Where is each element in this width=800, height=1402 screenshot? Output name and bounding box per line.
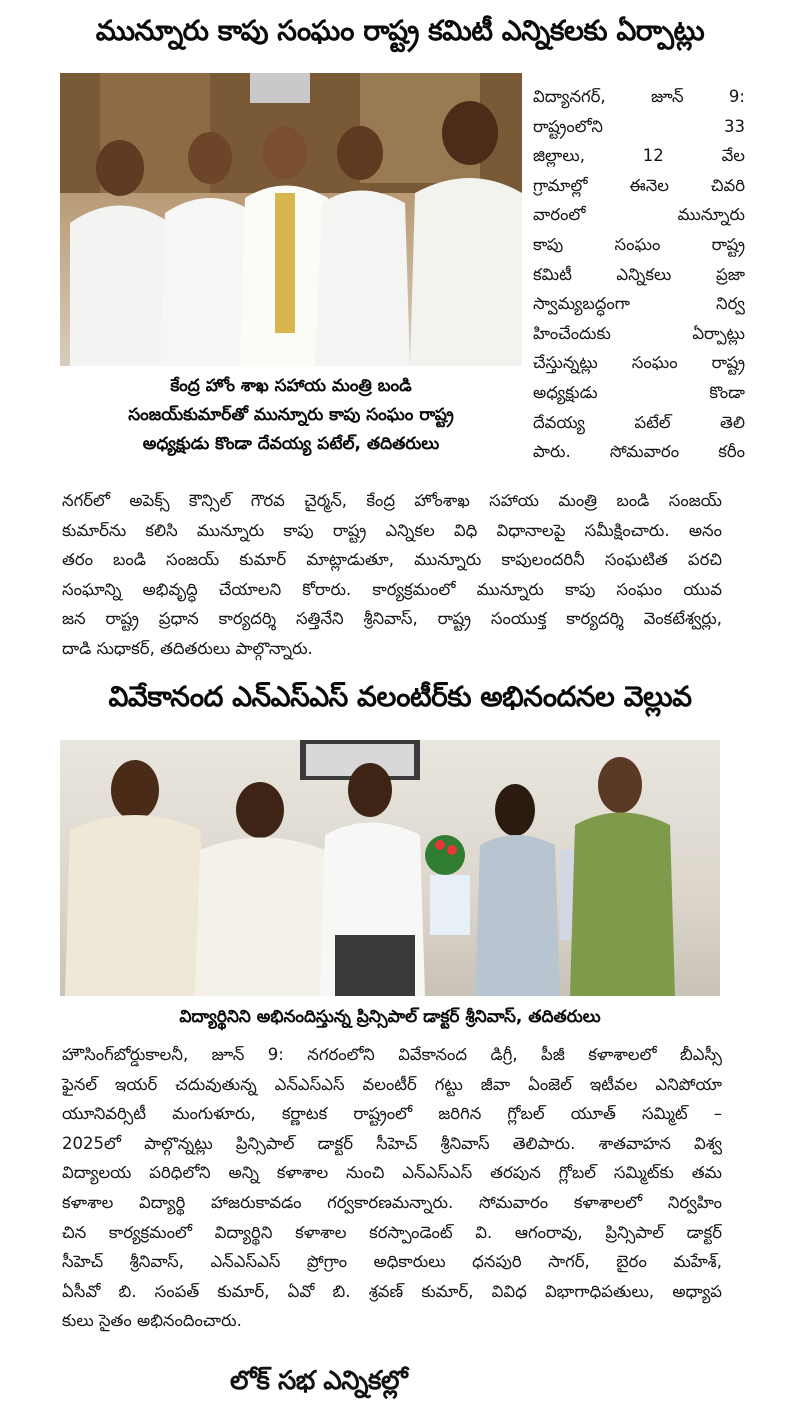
caption-line: కేంద్ర హోం శాఖ సహాయ మంత్రి బండి [170,376,412,396]
caption-line: సంజయ్‌కుమార్‌తో మున్నూరు కాపు సంఘం రాష్ట్ర [128,405,454,425]
text-line: కమిటీ ఎన్నికలు ప్రజా [533,264,745,284]
article2-photo [60,740,720,996]
text-line: దాడి సుధాకర్, తదితరులు పాల్గొన్నారు. [62,638,313,658]
text-line: సంఘాన్ని అభివృద్ధి చేయాలని కోరారు. కార్యక్రమంలో మున్నూరు కాపు సంఘం యువ [62,579,722,599]
article1-photo-caption [60,372,522,459]
text-line: కులు సైతం అభినందించారు. [62,1311,242,1331]
text-line: రాష్ట్రంలోని 33 [533,116,745,136]
text-line: తరం బండి సంజయ్ కుమార్ మాట్లాడుతూ, మున్నూరు కాపులందరినీ సంఘటిత పరచి [62,550,722,570]
text-line: దేవయ్య పటేల్ తెలి [533,412,745,432]
article1-side-column [533,82,745,467]
article1-photo-illustration [60,73,522,366]
text-line: చిన కార్యక్రమంలో విద్యార్థిని కళాశాల కరస్పాండెంట్ వి. ఆగంరావు, ప్రిన్సిపాల్ డాక్టర్ [62,1222,722,1242]
text-line: పారు. సోమవారం కరీం [533,442,745,462]
article1-body [62,486,722,664]
text-line: హించేందుకు ఏర్పాట్లు [533,323,745,343]
text-line: జిల్లాలు, 12 వేల [533,146,745,166]
article3-headline-text: లోక్ సభ ఎన్నికల్లో [230,1366,408,1396]
article2-photo-illustration [60,740,720,996]
text-line: కాపు సంఘం రాష్ట్ర [533,234,745,254]
text-line: ఏసీవో బి. సంపత్ కుమార్, ఏవో బి. శ్రవణ్ కుమార్, వివిధ విభాగాధిపతులు, అధ్యాప [62,1281,722,1301]
article1-photo [60,73,522,366]
article3-headline-partial [230,1366,570,1396]
article2-photo-caption: విద్యార్థినిని అభినందిస్తున్న ప్రిన్సిపాల్ డాక్టర్ శ్రీనివాస్, తదితరులు [179,1007,601,1027]
text-line: కుమార్‌ను కలిసి మున్నూరు కాపు రాష్ట్ర ఎన్నికల విధి విధానాలపై సమీక్షించారు. అనం [62,520,722,540]
text-line: చేస్తున్నట్లు సంఘం రాష్ట్ర [533,353,745,373]
text-line: విద్యాలయ పరిధిలోని అన్ని కళాశాల నుంచి ఎన్ఎస్ఎస్ తరపున గ్లోబల్ సమ్మిట్‌కు తమ [62,1163,722,1183]
text-line: వారంలో మున్నూరు [533,205,745,225]
text-line: జన రాష్ట్ర ప్రధాన కార్యదర్శి సత్తినేని శ్రీనివాస్, రాష్ట్ర సంయుక్త కార్యదర్శి వెంకటేశ్వర్లు, [62,609,722,629]
text-line: ఫైనల్ ఇయర్ చదువుతున్న ఎన్ఎస్ఎస్ వలంటీర్ గట్టు జీవా ఏంజెల్ ఇటీవల ఎనిపోయా [62,1074,722,1094]
text-line: సీహెచ్ శ్రీనివాస్, ఎన్ఎస్ఎస్ ప్రోగ్రాం అధికారులు ధనపురి సాగర్, బైరం మహేశ్, [62,1252,722,1272]
text-line: అధ్యక్షుడు కొండా [533,382,745,402]
text-line: కళాశాల విద్యార్థి హాజరుకావడం గర్వకారణమన్నారు. సోమవారం కళాశాలలో నిర్వహిం [62,1192,722,1212]
text-line: యూనివర్సిటీ మంగుళూరు, కర్ణాటక రాష్ట్రంలో జరిగిన గ్లోబల్ యూత్ సమ్మిట్ – [62,1104,722,1124]
text-line: గ్రామాల్లో ఈనెల చివరి [533,175,745,195]
article1-headline: మున్నూరు కాపు సంఘం రాష్ట్ర కమిటీ ఎన్నికలకు ఏర్పాట్లు [95,14,705,47]
text-line: విద్యానగర్, జూన్ 9: [533,87,745,106]
text-line: నగర్‌లో అపెక్స్ కౌన్సిల్ గౌరవ చైర్మన్, కేంద్ర హోంశాఖ సహాయ మంత్రి బండి సంజయ్ [62,491,722,510]
article2-headline: వివేకానంద ఎన్ఎస్ఎస్ వలంటీర్‌కు అభినందనల వెల్లువ [108,680,692,713]
caption-line: అధ్యక్షుడు కొండా దేవయ్య పటేల్, తదితరులు [142,434,440,454]
text-line: స్వామ్యబద్ధంగా నిర్వ [533,294,745,314]
text-line: 2025లో పాల్గొన్నట్లు ప్రిన్సిపాల్ డాక్టర్ సీహెచ్ శ్రీనివాస్ తెలిపారు. శాతవాహన విశ్వ [62,1133,722,1153]
text-line: హౌసింగ్‌బోర్డుకాలనీ, జూన్ 9: నగరంలోని వివేకానంద డిగ్రీ, పీజీ కళాశాలలో బీఎస్సీ [62,1045,722,1064]
article2-body [62,1040,722,1336]
